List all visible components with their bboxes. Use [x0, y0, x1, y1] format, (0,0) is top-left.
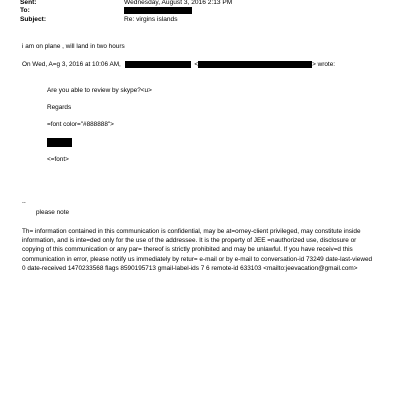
- redaction-bar: [124, 7, 192, 14]
- subject-label: Subject:: [20, 16, 47, 23]
- regards-line: Regards: [47, 104, 72, 111]
- quote-lt: <: [194, 61, 199, 69]
- subject-value: Re: virgins islands: [124, 16, 178, 23]
- font-close-line: <=font>: [47, 156, 69, 163]
- to-value: [124, 7, 192, 15]
- quote-prefix: On Wed, A=g 3, 2016 at 10:06 AM,: [22, 61, 121, 69]
- skype-line: Are you able to review by skype?<u>: [47, 87, 152, 94]
- sent-label: Sent:: [20, 0, 37, 6]
- redaction-bar: [125, 61, 191, 68]
- quote-suffix: > wrote:: [312, 61, 336, 69]
- reply-line: i am on plane , will land in two hours: [22, 43, 125, 50]
- quote-header: [22, 61, 335, 69]
- sent-value: Wednesday, August 3, 2016 2:13 PM: [124, 0, 233, 6]
- font-open-line: =font color="#888888">: [47, 121, 114, 128]
- signature-redaction: [47, 138, 72, 147]
- redaction-bar: [198, 61, 312, 68]
- disclaimer-paragraph: Th= information contained in this communication is confidential, may be at=orney-client privileged, may constitute inside information, and is inte=ded only for the use of the addressee. It is the property of JEE =nauthorized use, disclosure or copying of this communication or any par= thereof is strictly prohibited and may be unlawful. If you have receiv=d this communication in error, please notify us immediately by retur= e-mail or by e-mail to conversation-id 73249 date-last-viewed 0 date-received 1470233568 flags 8590195713 gmail-label-ids 7 6 remote-id 633103 <mailto:jeevacation@gmail.com>: [22, 228, 373, 272]
- signature-dash: --: [22, 200, 26, 206]
- to-label: To:: [20, 7, 30, 14]
- please-note: please note: [36, 209, 70, 216]
